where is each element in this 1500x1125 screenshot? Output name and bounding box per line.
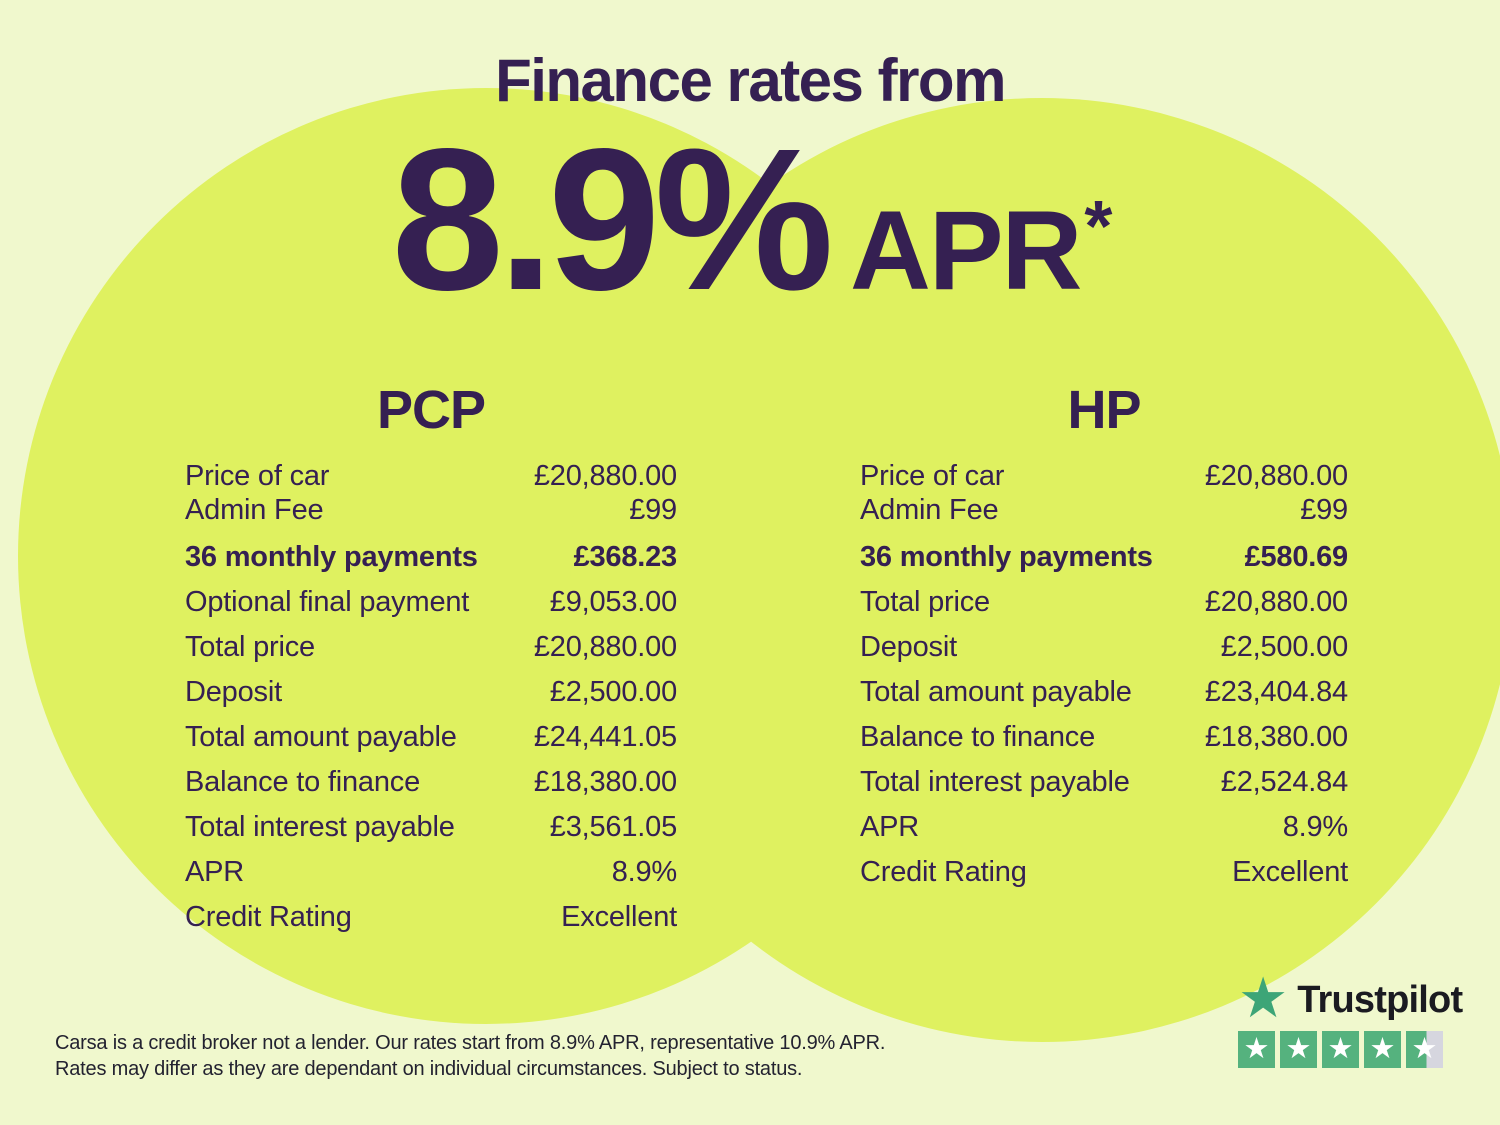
hero-asterisk: *: [1084, 187, 1113, 267]
star-icon: ★: [1369, 1033, 1396, 1065]
row-label: Balance to finance: [860, 721, 1096, 753]
row-value: £24,441.05: [533, 721, 677, 753]
row-label: Total interest payable: [860, 766, 1130, 798]
table-row: [185, 765, 677, 799]
hero-rate-value: 8.9%: [391, 106, 828, 332]
star-icon: ★: [1327, 1033, 1354, 1065]
table-row: [185, 459, 677, 493]
pcp-table: [185, 380, 677, 934]
row-label: Total price: [185, 631, 315, 663]
row-value: £20,880.00: [1204, 586, 1348, 618]
table-row: [185, 720, 677, 754]
table-row: [185, 493, 677, 527]
row-value: £2,500.00: [1220, 631, 1348, 663]
star-box-3: [1322, 1031, 1359, 1068]
table-row: [860, 765, 1348, 799]
trustpilot-brand-name: Trustpilot: [1297, 978, 1463, 1021]
row-label: APR: [860, 811, 920, 843]
row-label: Total amount payable: [185, 721, 457, 753]
row-value: £18,380.00: [1204, 721, 1348, 753]
row-value: £20,880.00: [1204, 460, 1348, 492]
table-row: [185, 630, 677, 664]
row-value: £2,524.84: [1220, 766, 1348, 798]
row-label: APR: [185, 856, 245, 888]
table-row: [860, 810, 1348, 844]
hp-table: [860, 380, 1348, 889]
row-value: 8.9%: [1282, 811, 1348, 843]
table-row: [860, 675, 1348, 709]
trustpilot-star-icon: ★: [1238, 966, 1289, 1029]
row-value: £3,561.05: [549, 811, 677, 843]
table-row: [185, 855, 677, 889]
star-icon: ★: [1411, 1033, 1438, 1065]
trustpilot-widget: [1238, 966, 1463, 1068]
row-label: 36 monthly payments: [860, 541, 1153, 573]
row-value: Excellent: [1232, 856, 1348, 888]
disclaimer-line-2: Rates may differ as they are dependant on individual circumstances. Subject to status.: [55, 1058, 803, 1080]
row-value: £2,500.00: [549, 676, 677, 708]
table-row: [185, 675, 677, 709]
row-label: Balance to finance: [185, 766, 421, 798]
row-value: £99: [629, 494, 677, 526]
table-row: [860, 720, 1348, 754]
table-row: [185, 585, 677, 619]
table-row: [860, 585, 1348, 619]
row-value: £368.23: [573, 541, 677, 573]
star-box-1: [1238, 1031, 1275, 1068]
row-value: £9,053.00: [549, 586, 677, 618]
row-value: £18,380.00: [533, 766, 677, 798]
row-value: £20,880.00: [533, 460, 677, 492]
table-row: [185, 810, 677, 844]
star-box-5-half: [1406, 1031, 1443, 1068]
table-row: [860, 493, 1348, 527]
row-label: Admin Fee: [860, 494, 999, 526]
row-value: £23,404.84: [1204, 676, 1348, 708]
row-label: Total price: [860, 586, 990, 618]
row-label: Optional final payment: [185, 586, 470, 618]
trustpilot-logo: [1238, 966, 1463, 1029]
trustpilot-rating-stars: [1238, 1031, 1462, 1068]
table-row: [860, 855, 1348, 889]
row-label: Price of car: [860, 460, 1005, 492]
table-row-monthly-payment: [860, 540, 1348, 574]
row-value: £99: [1300, 494, 1348, 526]
row-value: £20,880.00: [533, 631, 677, 663]
row-value: Excellent: [561, 901, 677, 933]
page-title: Finance rates from: [495, 47, 1005, 114]
row-label: Deposit: [185, 676, 282, 708]
row-label: Deposit: [860, 631, 957, 663]
hp-table-title: HP: [1067, 380, 1141, 440]
hero-apr-label: APR: [849, 188, 1081, 313]
row-label: Price of car: [185, 460, 330, 492]
table-row: [860, 459, 1348, 493]
pcp-table-title: PCP: [376, 380, 486, 440]
row-label: 36 monthly payments: [185, 541, 478, 573]
table-row: [860, 630, 1348, 664]
star-icon: ★: [1243, 1033, 1270, 1065]
row-label: Admin Fee: [185, 494, 324, 526]
star-icon: ★: [1285, 1033, 1312, 1065]
star-box-2: [1280, 1031, 1317, 1068]
table-row: [185, 900, 677, 934]
row-label: Credit Rating: [860, 856, 1027, 888]
disclaimer-line-1: Carsa is a credit broker not a lender. Our rates start from 8.9% APR, representative 10.9% APR.: [55, 1032, 886, 1054]
table-row-monthly-payment: [185, 540, 677, 574]
row-value: £580.69: [1244, 541, 1348, 573]
star-box-4: [1364, 1031, 1401, 1068]
row-label: Credit Rating: [185, 901, 352, 933]
row-label: Total amount payable: [860, 676, 1132, 708]
hero-rate-block: [0, 106, 1500, 332]
row-label: Total interest payable: [185, 811, 455, 843]
legal-disclaimer: [55, 1030, 885, 1082]
row-value: 8.9%: [611, 856, 677, 888]
